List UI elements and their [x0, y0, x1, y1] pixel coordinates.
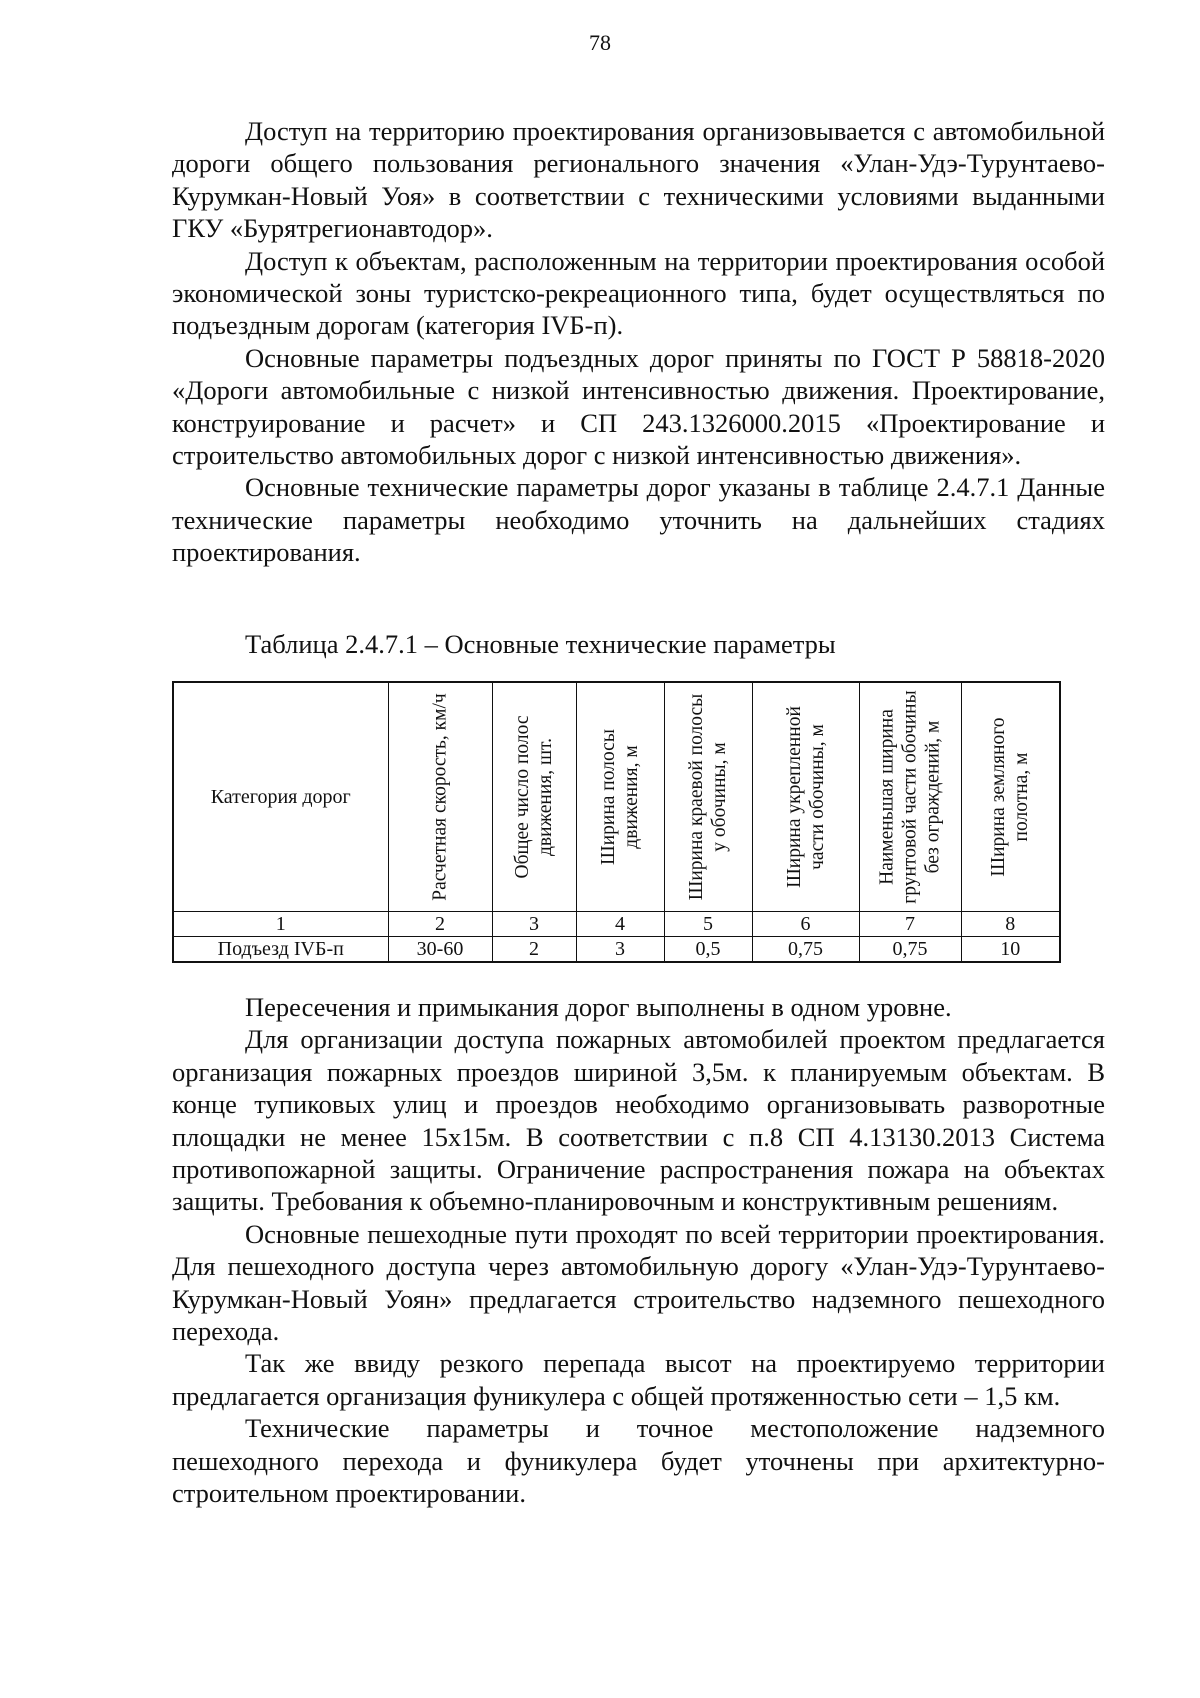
- column-header: [752, 682, 859, 912]
- table-cell: Подъезд IVБ-п: [173, 937, 388, 963]
- column-header: [388, 682, 492, 912]
- table-caption: Таблица 2.4.7.1 – Основные технические параметры: [245, 629, 836, 659]
- column-header: [961, 682, 1060, 912]
- column-number: 2: [388, 912, 492, 937]
- column-header: [576, 682, 664, 912]
- column-header: [859, 682, 961, 912]
- column-number: 4: [576, 912, 664, 937]
- column-header: [664, 682, 752, 912]
- paragraph: Так же ввиду резкого перепада высот на проектируемо территории предлагается организация фуникулера с общей протяженностью сети – 1,5 км.: [172, 1348, 1105, 1411]
- column-header: Категория дорог: [173, 682, 388, 912]
- paragraph: Основные параметры подъездных дорог приняты по ГОСТ Р 58818-2020 «Дороги автомобильные с низкой интенсивностью движения. Проектирование, конструирование и расчет» и СП 243.1326000.2015 «Проектирование и строительство автомобильных дорог с низкой интенсивностью движения».: [172, 342, 1105, 471]
- paragraph: Доступ на территорию проектирования организовывается с автомобильной дороги общего пользования регионального значения «Улан-Удэ-Турунтаево-Курумкан-Новый Уоя» в соответствии с техническими условиями выданными ГКУ «Бурятрегионавтодор».: [172, 116, 1105, 244]
- table-cell: 0,5: [664, 937, 752, 963]
- column-number: 8: [961, 912, 1060, 937]
- page-number: 78: [589, 30, 611, 55]
- column-header-label: Ширина краевой полосы у обочины, м: [686, 693, 730, 901]
- table-cell: 3: [576, 937, 664, 963]
- column-number-row: [173, 912, 1060, 937]
- paragraph: Технические параметры и точное местоположение надземного пешеходного перехода и фуникулера будет уточнены при архитектурно-строительном проектировании.: [172, 1413, 1105, 1509]
- table-cell: 0,75: [859, 937, 961, 963]
- intro-paragraphs: [172, 115, 1105, 569]
- column-header: [492, 682, 576, 912]
- column-number: 1: [173, 912, 388, 937]
- table-cell: 2: [492, 937, 576, 963]
- column-header-label: Наименьшая ширина грунтовой части обочины без ограждений, м: [876, 690, 944, 904]
- column-header-label: Ширина полосы движения, м: [598, 729, 642, 865]
- paragraph: Доступ к объектам, расположенным на территории проектирования особой экономической зоны туристско-рекреационного типа, будет осуществляться по подъездным дорогам (категория IVБ-п).: [172, 245, 1105, 341]
- table-cell: 0,75: [752, 937, 859, 963]
- paragraph: Основные пешеходные пути проходят по всей территории проектирования. Для пешеходного доступа через автомобильную дорогу «Улан-Удэ-Турунтаево-Курумкан-Новый Уоян» предлагается строительство надземного пешеходного перехода.: [172, 1218, 1105, 1347]
- paragraph: Для организации доступа пожарных автомобилей проектом предлагается организация пожарных проездов шириной 3,5м. к планируемым объектам. В конце тупиковых улиц и проездов необходимо организовывать разворотные площадки не менее 15х15м. В соответствии с п.8 СП 4.13130.2013 Система противопожарной защиты. Ограничение распространения пожара на объектах защиты. Требования к объемно-планировочным и конструктивным решениям.: [172, 1024, 1105, 1217]
- paragraph: Основные технические параметры дорог указаны в таблице 2.4.7.1 Данные технические параметры необходимо уточнить на дальнейших стадиях проектирования.: [172, 472, 1105, 568]
- column-number: 5: [664, 912, 752, 937]
- column-number: 6: [752, 912, 859, 937]
- table-cell: 30-60: [388, 937, 492, 963]
- closing-paragraphs: [172, 991, 1105, 1510]
- column-header-label: Ширина укрепленной части обочины, м: [783, 706, 828, 888]
- column-header-label: Ширина земляного полотна, м: [988, 717, 1033, 877]
- column-header-label: Общее число полос движения, шт.: [512, 715, 556, 879]
- parameters-table: [172, 681, 1061, 963]
- table-header-row: [173, 682, 1060, 912]
- table-cell: 10: [961, 937, 1060, 963]
- column-number: 7: [859, 912, 961, 937]
- table-row: [173, 937, 1060, 963]
- paragraph: Пересечения и примыкания дорог выполнены в одном уровне.: [245, 992, 952, 1022]
- column-header-label: Расчетная скорость, км/ч: [429, 693, 451, 901]
- column-number: 3: [492, 912, 576, 937]
